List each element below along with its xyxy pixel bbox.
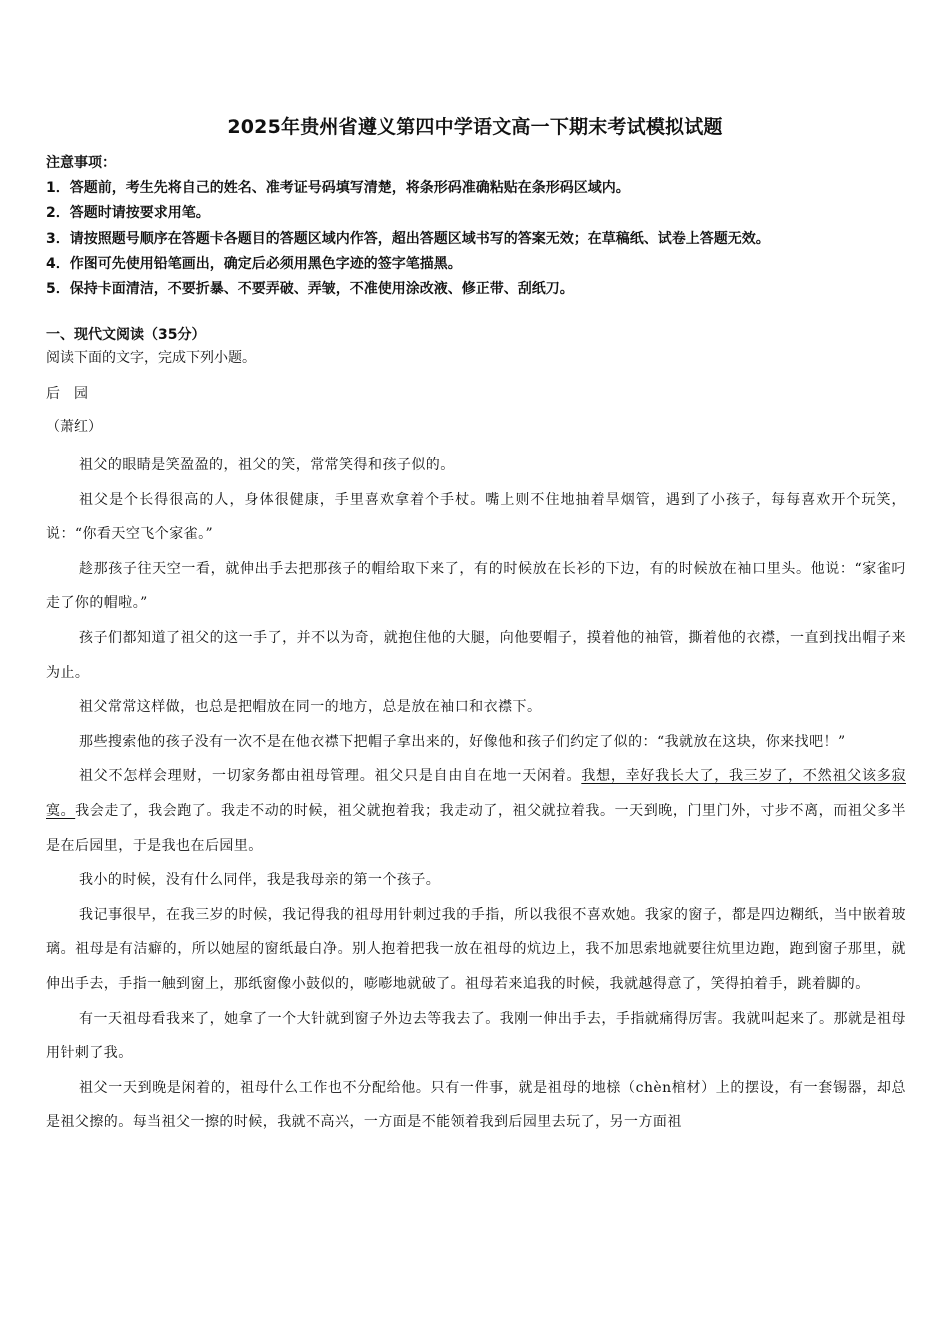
passage-paragraph: 祖父常常这样做，也总是把帽放在同一的地方，总是放在袖口和衣襟下。 — [79, 699, 542, 716]
section-heading: 一、现代文阅读（35分） — [46, 327, 206, 343]
reading-passage — [46, 448, 906, 1140]
notice-item: 3．请按照题号顺序在答题卡各题目的答题区域内作答，超出答题区域书写的答案无效；在草稿纸、试卷上答题无效。 — [46, 230, 770, 247]
notice-heading: 注意事项： — [46, 155, 116, 171]
section-instruction: 阅读下面的文字，完成下列小题。 — [46, 350, 256, 366]
passage-paragraph: 我记事很早，在我三岁的时候，我记得我的祖母用针刺过我的手指，所以我很不喜欢她。我家的窗子，都是四边糊纸，当中嵌着玻璃。祖母是有洁癖的，所以她屋的窗纸最白净。别人抱着把我一放在祖母的炕边上，我不加思索地就要往炕里边跑，跑到窗子那里，就伸出手去，手指一触到窗上，那纸窗像小鼓似的，嘭嘭地就破了。祖母若来追我的时候，我就越得意了，笑得拍着手，跳着脚的。 — [46, 906, 906, 992]
story-author: （萧红） — [46, 419, 102, 435]
notice-item: 1．答题前，考生先将自己的姓名、准考证号码填写清楚，将条形码准确粘贴在条形码区域内。 — [46, 180, 630, 197]
passage-paragraph: 祖父是个长得很高的人，身体很健康，手里喜欢拿着个手杖。嘴上则不住地抽着旱烟管，遇到了小孩子，每每喜欢开个玩笑，说：“你看天空飞个家雀。” — [46, 491, 906, 543]
notice-item: 2．答题时请按要求用笔。 — [46, 205, 210, 222]
page-title: 2025年贵州省遵义第四中学语文高一下期末考试模拟试题 — [227, 116, 723, 138]
passage-text: 我会走了，我会跑了。我走不动的时候，祖父就抱着我；我走动了，祖父就拉着我。一天到晚，门里门外，寸步不离，而祖父多半是在后园里，于是我也在后园里。 — [46, 802, 906, 854]
underlined-sentence: 我想，幸好我长大了，我三岁了，不然祖父该多寂寞。 — [46, 768, 906, 819]
story-title: 后园 — [46, 386, 102, 402]
passage-paragraph: 我小的时候，没有什么同伴，我是我母亲的第一个孩子。 — [79, 872, 441, 889]
passage-text: 祖父不怎样会理财，一切家务都由祖母管理。祖父只是自由自在地一天闲着。 — [79, 768, 582, 785]
notice-item: 4．作图可先使用铅笔画出，确定后必须用黑色字迹的签字笔描黑。 — [46, 255, 462, 272]
notice-item: 5．保持卡面清洁，不要折暴、不要弄破、弄皱，不准使用涂改液、修正带、刮纸刀。 — [46, 281, 574, 298]
passage-paragraph: 趁那孩子往天空一看，就伸出手去把那孩子的帽给取下来了，有的时候放在长衫的下边，有的时候放在袖口里头。他说：“家雀叼走了你的帽啦。” — [46, 560, 906, 612]
passage-paragraph: 祖父一天到晚是闲着的，祖母什么工作也不分配给他。只有一件事，就是祖母的地榇（chèn棺材）上的摆设，有一套锡器，却总是祖父擦的。每当祖父一擦的时候，我就不高兴，一方面是不能领着我到后园里去玩了，另一方面祖 — [46, 1079, 906, 1131]
notice-block — [46, 151, 916, 302]
passage-paragraph: 孩子们都知道了祖父的这一手了，并不以为奇，就抱住他的大腿，向他要帽子，摸着他的袖管，撕着他的衣襟，一直到找出帽子来为止。 — [46, 629, 906, 681]
passage-paragraph — [46, 759, 906, 863]
passage-paragraph: 有一天祖母看我来了，她拿了一个大针就到窗子外边去等我去了。我刚一伸出手去，手指就痛得厉害。我就叫起来了。那就是祖母用针刺了我。 — [46, 1010, 906, 1062]
passage-paragraph: 祖父的眼睛是笑盈盈的，祖父的笑，常常笑得和孩子似的。 — [79, 457, 455, 473]
passage-paragraph: 那些搜索他的孩子没有一次不是在他衣襟下把帽子拿出来的，好像他和孩子们约定了似的：“我就放在这块，你来找吧！” — [79, 733, 846, 750]
